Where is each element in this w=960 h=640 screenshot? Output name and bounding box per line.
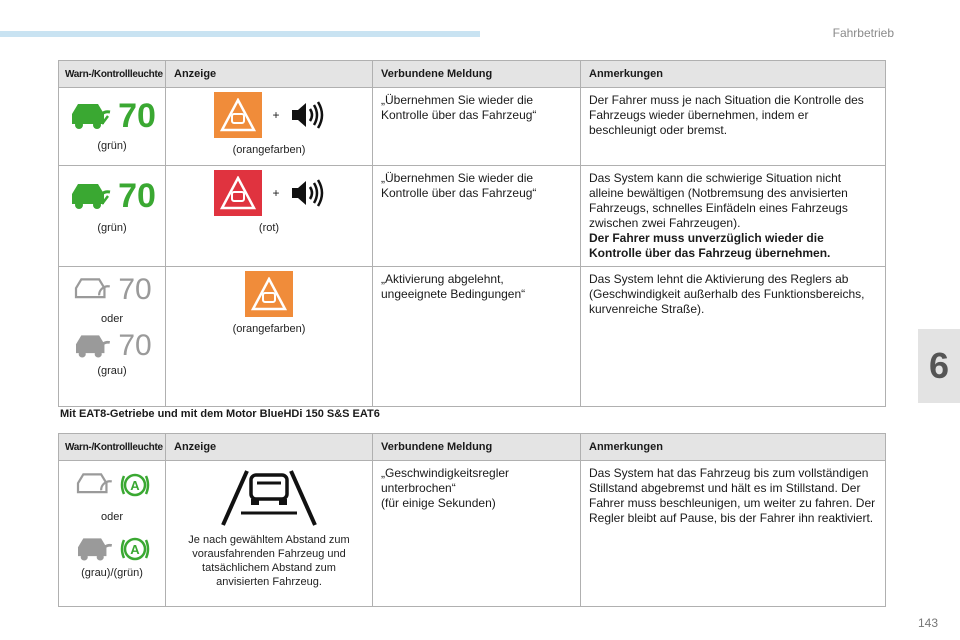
plus-sign: +: [272, 186, 280, 200]
display-caption: (orangefarben): [232, 323, 306, 335]
remarks-cell: [581, 267, 886, 407]
speed-setpoint: 70: [118, 97, 156, 135]
speed-setpoint: 70: [118, 177, 156, 215]
remarks-emphasis: Der Fahrer muss unverzüglich wieder die Kontrolle über das Fahrzeug übernehmen.: [589, 231, 831, 260]
remarks-cell: [581, 88, 886, 166]
remarks-text: Der Fahrer muss je nach Situation die Kontrolle des Fahrzeugs wieder übernehmen, indem er beschleunigt oder bremst.: [589, 93, 864, 137]
remarks-text: Das System lehnt die Aktivierung des Reglers ab (Geschwindigkeit außerhalb des Funktionsbereichs, kurvenreiche Straße).: [589, 272, 865, 316]
lamp-cell: [59, 267, 166, 407]
lamp-caption: (grau): [97, 365, 127, 377]
column-header-display: Anzeige: [166, 61, 373, 88]
chapter-tab: 6: [918, 329, 960, 403]
message-text: „Geschwindigkeitsregler unterbrochen“: [381, 466, 510, 495]
lamp-cell: [59, 166, 166, 267]
or-label: oder: [100, 313, 124, 325]
lamp-caption: (grün): [97, 140, 127, 152]
display-caption: (orangefarben): [232, 144, 306, 156]
top-color-bar: [0, 31, 480, 37]
remarks-text: Das System kann die schwierige Situation nicht alleine bewältigen (Notbremsung des anvisierten Fahrzeugs, schnelles Einfädeln eines Fahrzeugs zwischen zwei Fahrzeugen).: [589, 171, 848, 230]
display-cell: [166, 267, 373, 407]
column-header-message: Verbundene Meldung: [373, 61, 581, 88]
message-text: „Übernehmen Sie wieder die Kontrolle über das Fahrzeug“: [381, 93, 537, 122]
message-cell: [373, 461, 581, 607]
cruise-control-icon: [68, 178, 112, 214]
message-cell: [373, 166, 581, 267]
column-header-remarks: Anmerkungen: [581, 434, 886, 461]
lamp-cell: [59, 88, 166, 166]
column-header-remarks: Anmerkungen: [581, 61, 886, 88]
column-header-lamp: Warn-/Kontrollleuchte: [59, 434, 166, 461]
message-cell: [373, 88, 581, 166]
display-cell: [166, 461, 373, 607]
page-number: 143: [917, 616, 938, 630]
indicator-table-1: [58, 60, 886, 407]
auto-hold-icon: [120, 534, 150, 564]
vehicle-warning-icon: [214, 92, 262, 138]
table-header-row: [59, 61, 886, 88]
cruise-control-outline-icon: [72, 274, 112, 306]
message-text: „Aktivierung abgelehnt, ungeeignete Bedingungen“: [381, 272, 526, 301]
display-cell: [166, 88, 373, 166]
vehicle-warning-icon: [214, 170, 262, 216]
table-row: [59, 267, 886, 407]
table2-subheading: Mit EAT8-Getriebe und mit dem Motor BlueHDi 150 S&S EAT6: [60, 408, 380, 420]
column-header-display: Anzeige: [166, 434, 373, 461]
remarks-cell: [581, 461, 886, 607]
message-text: „Übernehmen Sie wieder die Kontrolle über das Fahrzeug“: [381, 171, 537, 200]
remarks-text: Das System hat das Fahrzeug bis zum vollständigen Stillstand abgebremst und hält es im Stillstand. Der Fahrer muss beschleunigen, um weiter zu fahren. Der Regler bleibt auf Pause, bis der Fahrer ihn reaktiviert.: [589, 466, 876, 525]
svg-text:A: A: [130, 542, 140, 557]
lamp-cell: [59, 461, 166, 607]
message-note: (für einige Sekunden): [381, 496, 496, 510]
remarks-cell: [581, 166, 886, 267]
sound-icon: [290, 100, 324, 130]
message-cell: [373, 267, 581, 407]
display-caption: (rot): [258, 222, 280, 234]
auto-hold-icon: [120, 470, 150, 500]
table-row: [59, 461, 886, 607]
table-header-row: [59, 434, 886, 461]
display-caption: Je nach gewähltem Abstand zum vorausfahrenden Fahrzeug und tatsächlichem Abstand zum anvisierten Fahrzeug.: [188, 534, 350, 588]
or-label: oder: [100, 511, 124, 523]
cruise-control-icon: [74, 533, 114, 565]
cruise-control-outline-icon: [74, 469, 114, 501]
column-header-message: Verbundene Meldung: [373, 434, 581, 461]
section-title: Fahrbetrieb: [832, 26, 894, 40]
column-header-lamp: Warn-/Kontrollleuchte: [59, 61, 166, 88]
table-row: [59, 88, 886, 166]
cruise-control-icon: [68, 98, 112, 134]
display-cell: [166, 166, 373, 267]
indicator-table-2: [58, 433, 886, 607]
svg-text:A: A: [130, 478, 140, 493]
lamp-caption: (grau)/(grün): [81, 567, 143, 579]
speed-setpoint: 70: [118, 273, 152, 306]
lamp-caption: (grün): [97, 222, 127, 234]
speed-setpoint: 70: [118, 329, 152, 362]
table-row: [59, 166, 886, 267]
cruise-control-icon: [72, 330, 112, 362]
vehicle-warning-icon: [245, 271, 293, 317]
sound-icon: [290, 178, 324, 208]
distance-gap-icon: [217, 467, 321, 529]
plus-sign: +: [272, 108, 280, 122]
